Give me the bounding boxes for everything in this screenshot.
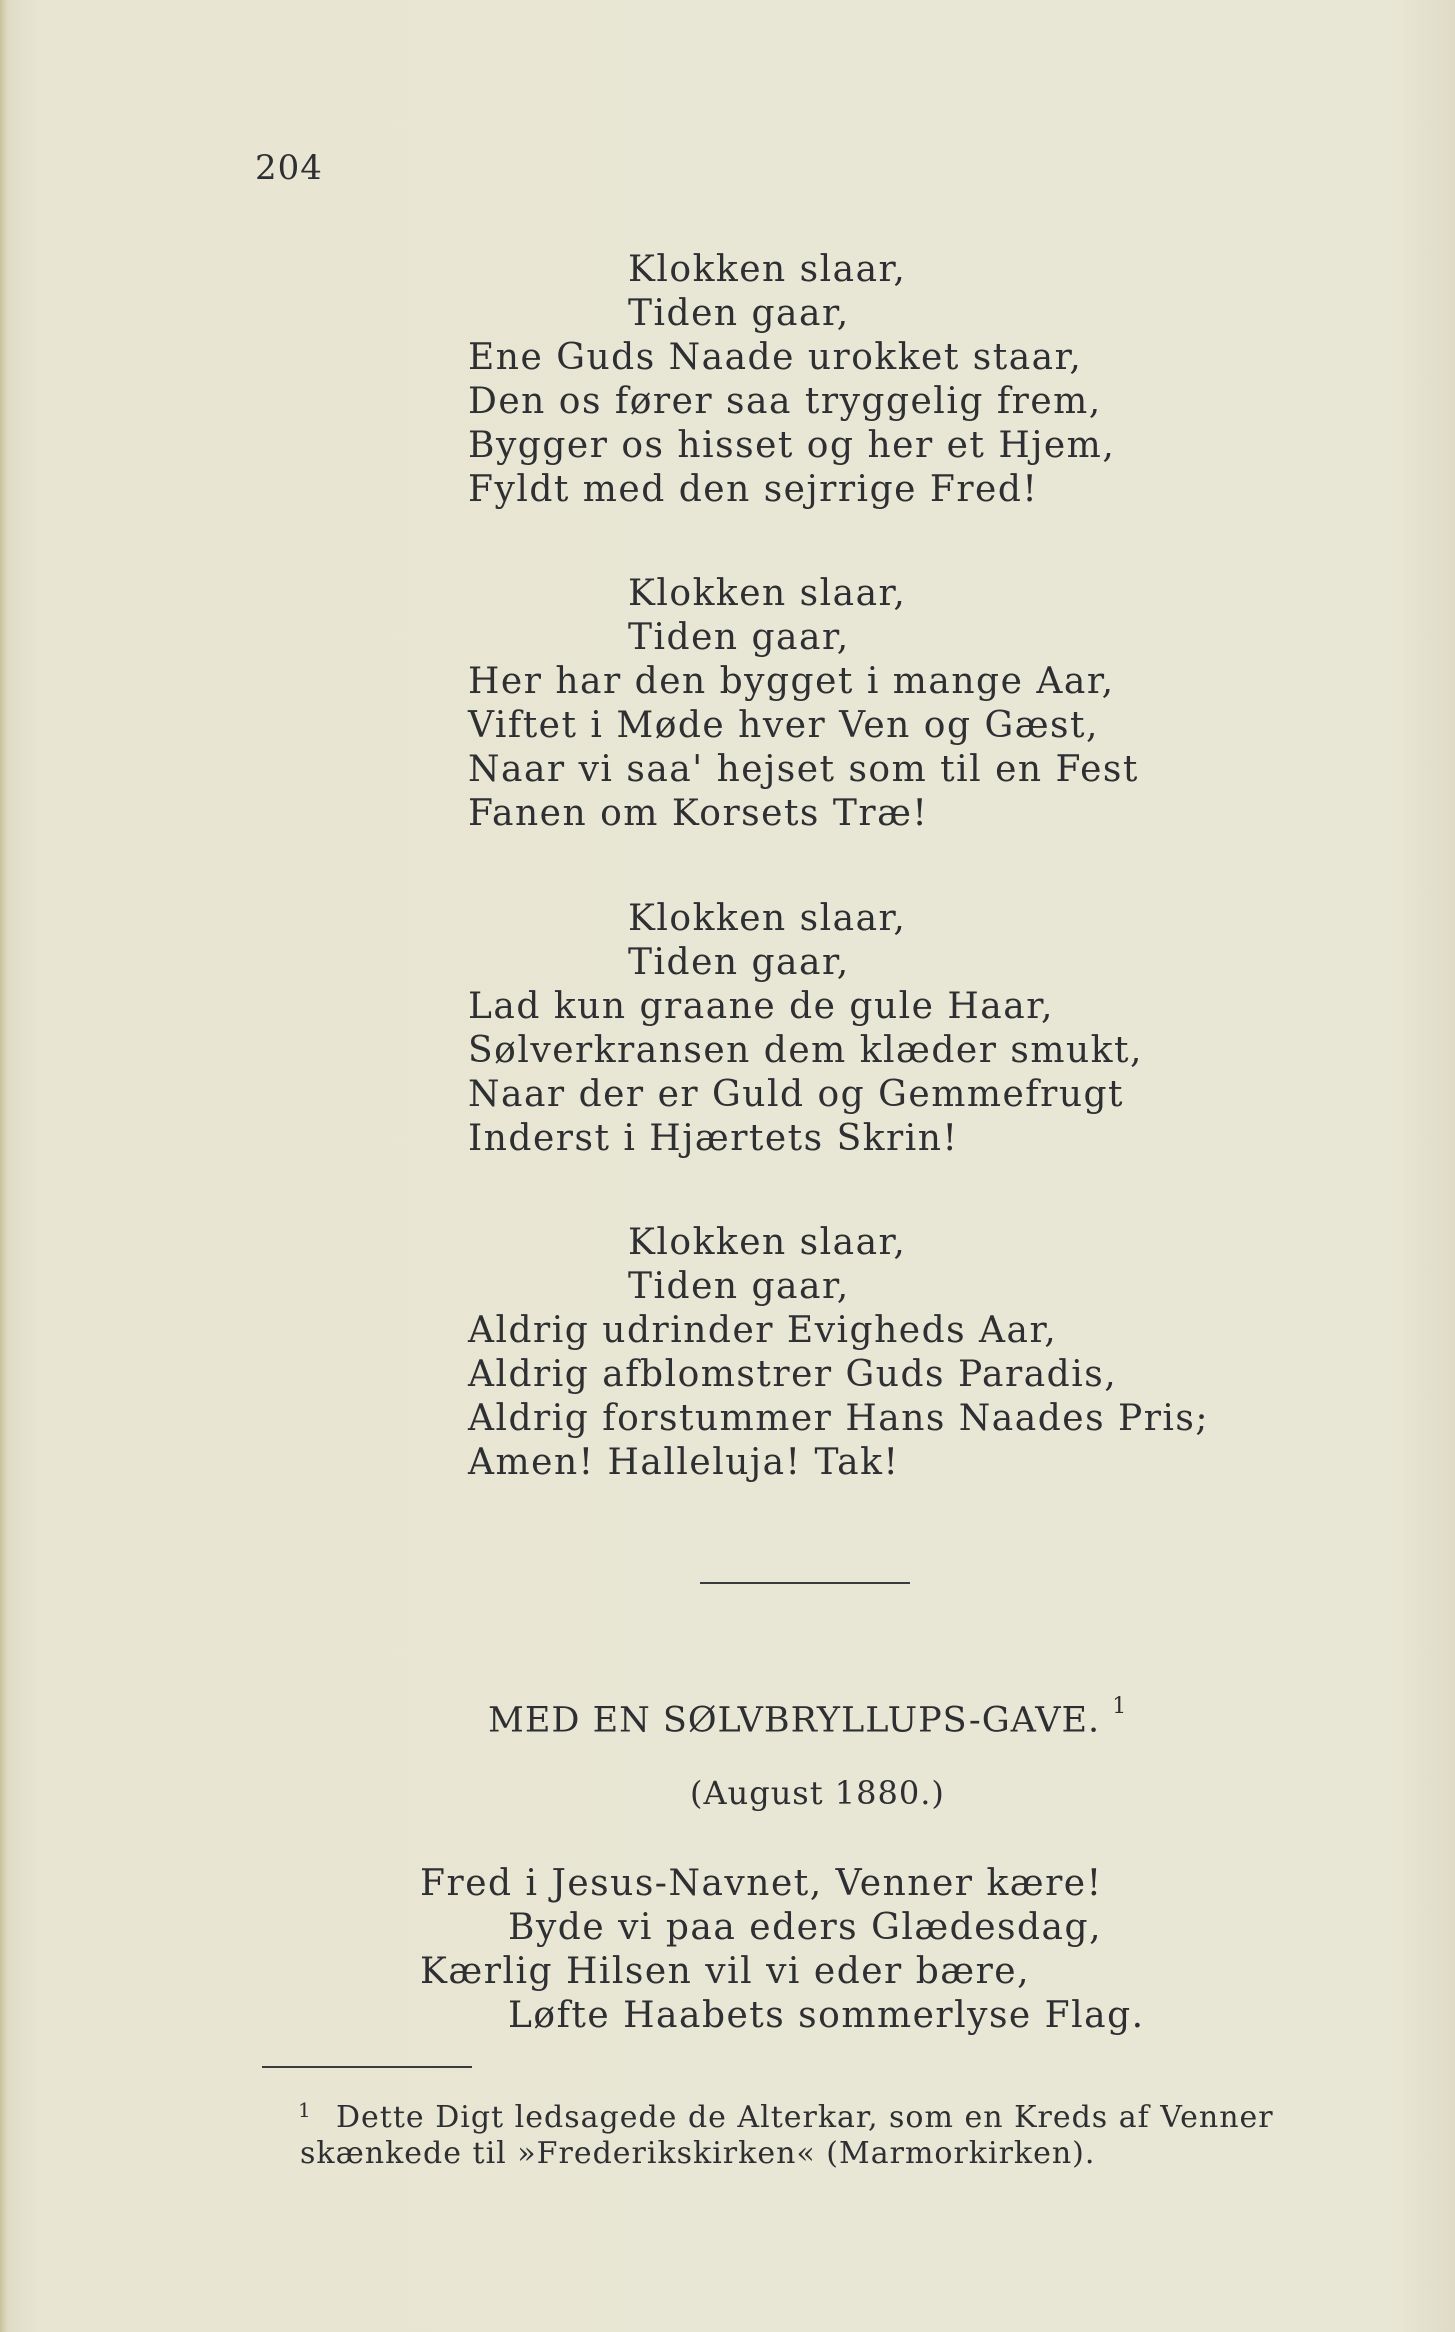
verse-line: Byde vi paa eders Glædesdag, [508, 1907, 1103, 1948]
verse-line: Aldrig udrinder Evigheds Aar, [468, 1310, 1058, 1351]
page-edge [0, 0, 8, 2332]
verse-line: Viftet i Møde hver Ven og Gæst, [468, 705, 1099, 746]
poem-title-text: MED EN SØLVBRYLLUPS-GAVE. [488, 1700, 1101, 1741]
verse-line: Sølverkransen dem klæder smukt, [468, 1030, 1143, 1071]
stanza-3 [468, 897, 1143, 1161]
verse-line: Her har den bygget i mange Aar, [468, 661, 1115, 702]
verse-line: Tiden gaar, [628, 942, 850, 983]
verse-line: Bygger os hisset og her et Hjem, [468, 425, 1116, 466]
verse-line: Klokken slaar, [628, 573, 907, 614]
verse-line: Løfte Haabets sommerlyse Flag. [508, 1995, 1145, 2036]
verse-line: Klokken slaar, [628, 898, 907, 939]
verse-line: Amen! Halleluja! Tak! [468, 1442, 900, 1483]
poem-date: (August 1880.) [690, 1774, 945, 1812]
stanza-1 [468, 248, 1115, 512]
verse-line: Klokken slaar, [628, 249, 907, 290]
footnote-line: skænkede til »Frederikskirken« (Marmorkirken). [300, 2136, 1096, 2171]
section-divider [700, 1582, 910, 1584]
stanza-4 [468, 1221, 1209, 1485]
footnote-reference: 1 [1112, 1694, 1128, 1719]
verse-line: Kærlig Hilsen vil vi eder bære, [420, 1951, 1031, 1992]
verse-line: Fanen om Korsets Træ! [468, 793, 929, 834]
verse-line: Den os fører saa tryggelig frem, [468, 381, 1102, 422]
page-number: 204 [255, 148, 323, 188]
verse-line: Naar der er Guld og Gemmefrugt [468, 1074, 1125, 1115]
verse-line: Aldrig afblomstrer Guds Paradis, [468, 1354, 1118, 1395]
poem-title [488, 1694, 1128, 1741]
footnote [300, 2100, 1274, 2172]
verse-line: Tiden gaar, [628, 1266, 850, 1307]
footnote-line: Dette Digt ledsagede de Alterkar, som en Kreds af Venner [336, 2100, 1274, 2135]
stanza-2 [468, 572, 1139, 836]
verse-line: Tiden gaar, [628, 293, 850, 334]
verse-line: Ene Guds Naade urokket staar, [468, 337, 1083, 378]
verse-line: Klokken slaar, [628, 1222, 907, 1263]
stanza-5 [420, 1862, 1145, 2038]
footnote-rule [262, 2066, 472, 2068]
verse-line: Tiden gaar, [628, 617, 850, 658]
verse-line: Fyldt med den sejrrige Fred! [468, 469, 1039, 510]
verse-line: Aldrig forstummer Hans Naades Pris; [468, 1398, 1210, 1439]
verse-line: Fred i Jesus-Navnet, Venner kære! [420, 1863, 1103, 1904]
verse-line: Inderst i Hjærtets Skrin! [468, 1118, 959, 1159]
footnote-mark: 1 [298, 2098, 312, 2122]
verse-line: Naar vi saa' hejset som til en Fest [468, 749, 1139, 790]
verse-line: Lad kun graane de gule Haar, [468, 986, 1054, 1027]
